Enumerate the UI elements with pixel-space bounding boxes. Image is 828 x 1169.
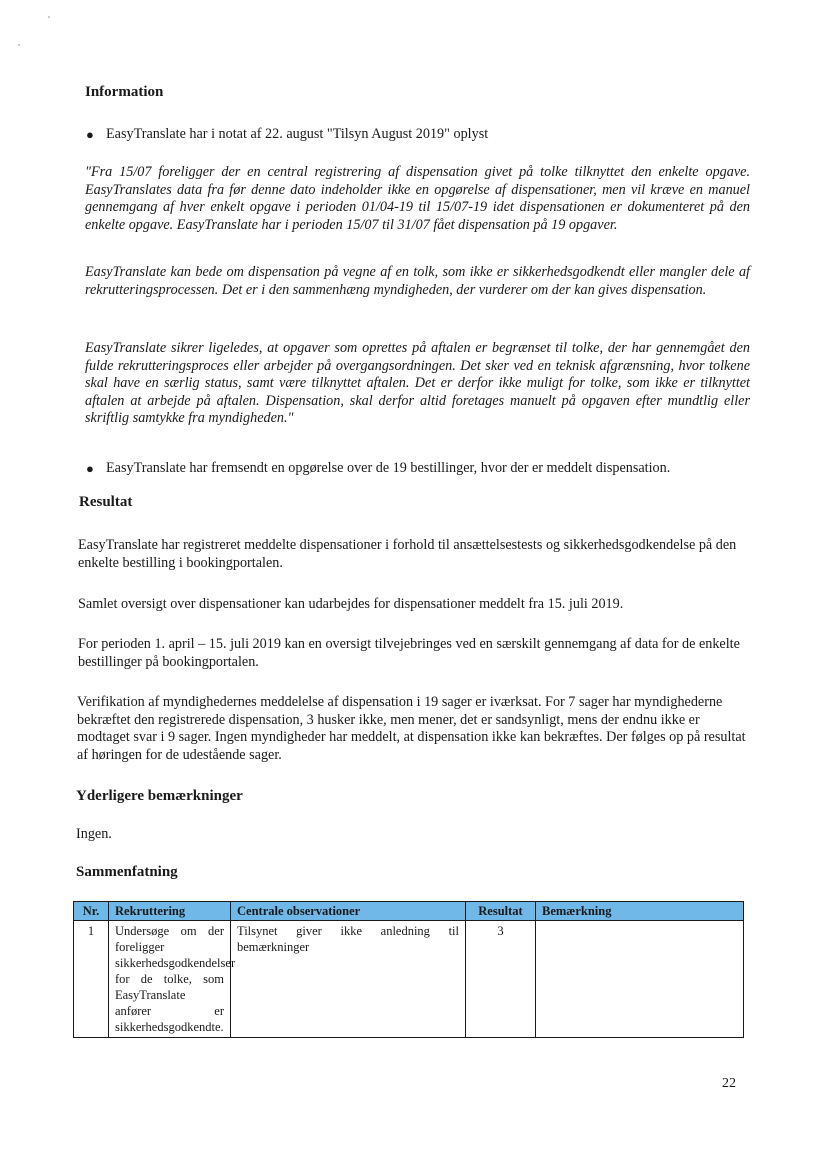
quote-paragraph: "Fra 15/07 foreligger der en central registrering af dispensation givet på tolke tilknyttet den enkelte opgave. EasyTranslates data fra før denne dato indeholder ikke en opgørelse af dispensationer, men vil kræve en manuel gennemgang af hver enkelt opgave i perioden 01/04-19 til 15/07-19 idet dispensationen er dokumenteret på den enkelte opgave. EasyTranslate har i perioden 15/07 til 31/07 fået dispensation på 19 opgaver.: [85, 164, 750, 233]
scan-speck: [48, 16, 50, 18]
cell-resultat: 3: [466, 921, 536, 1038]
bullet-icon: ●: [86, 127, 94, 142]
bullet-text: EasyTranslate har i notat af 22. august "Tilsyn August 2019" oplyst: [106, 126, 489, 142]
bullet-text: EasyTranslate har fremsendt en opgørelse over de 19 bestillinger, hvor der er meddelt dispensation.: [106, 460, 671, 476]
cell-rekruttering: Undersøge om der foreligger sikkerhedsgodkendelser for de tolke, som EasyTranslate anfører er sikkerhedsgodkendte.: [109, 921, 231, 1038]
heading-information: Information: [85, 84, 164, 100]
result-paragraph: For perioden 1. april – 15. juli 2019 kan en oversigt tilvejebringes ved en særskilt gennemgang af data for de enkelte bestillinger på bookingportalen.: [78, 636, 740, 670]
column-header-bemaerkning: Bemærkning: [536, 902, 744, 921]
heading-yderligere: Yderligere bemærkninger: [76, 788, 243, 804]
cell-observationer: Tilsynet giver ikke anledning til bemærkninger: [231, 921, 466, 1038]
bullet-item: [86, 126, 746, 144]
column-header-rekruttering: Rekruttering: [109, 902, 231, 921]
result-paragraph: EasyTranslate har registreret meddelte dispensationer i forhold til ansættelsestests og sikkerhedsgodkendelse på den enkelte bestilling i bookingportalen.: [78, 537, 737, 571]
result-paragraph: Verifikation af myndighedernes meddelelse af dispensation i 19 sager er iværksat. For 7 sager har myndighederne bekræftet den registrerede dispensation, 3 husker ikke, men mener, det er sandsynligt, mens der endnu ikke er modtaget svar i 9 sager. Ingen myndigheder har meddelt, at dispensation ikke kan bekræftes. Der følges op på resultat af høringen for de udestående sager.: [77, 694, 746, 763]
bullet-item: [86, 460, 746, 478]
result-paragraph: Samlet oversigt over dispensationer kan udarbejdes for dispensationer meddelt fra 15. juli 2019.: [78, 596, 624, 612]
quote-paragraph: EasyTranslate sikrer ligeledes, at opgaver som oprettes på aftalen er begrænset til tolke, der har gennemgået den fulde rekrutteringsproces eller arbejder på overgangsordningen. Det sker ved en teknisk afgrænsning, hvor tolkene skal have en særlig status, samt være tilknyttet aftalen. Det er derfor ikke muligt for tolke, som ikke er tilknyttet aftalen at arbejde på aftalen. Dispensation, skal derfor altid foretages manuelt på opgaven efter mundtlig eller skriftlig samtykke fra myndigheden.": [85, 340, 750, 426]
column-header-resultat: Resultat: [466, 902, 536, 921]
column-header-observationer: Centrale observationer: [231, 902, 466, 921]
column-header-nr: Nr.: [74, 902, 109, 921]
heading-resultat: Resultat: [79, 494, 133, 510]
cell-nr: 1: [74, 921, 109, 1038]
bullet-icon: ●: [86, 461, 94, 476]
heading-sammenfatning: Sammenfatning: [76, 864, 178, 880]
quote-paragraph: EasyTranslate kan bede om dispensation på vegne af en tolk, som ikke er sikkerhedsgodkendt eller mangler dele af rekrutteringsprocessen. Det er i den sammenhæng myndigheden, der vurderer om der kan gives dispensation.: [85, 264, 750, 298]
table-header-row: [74, 902, 744, 921]
summary-table: [73, 901, 744, 1038]
remarks-text: Ingen.: [76, 826, 112, 842]
scan-speck: [18, 44, 20, 46]
page-number: 22: [722, 1076, 736, 1091]
table-row: [74, 921, 744, 1038]
cell-bemaerkning: [536, 921, 744, 1038]
